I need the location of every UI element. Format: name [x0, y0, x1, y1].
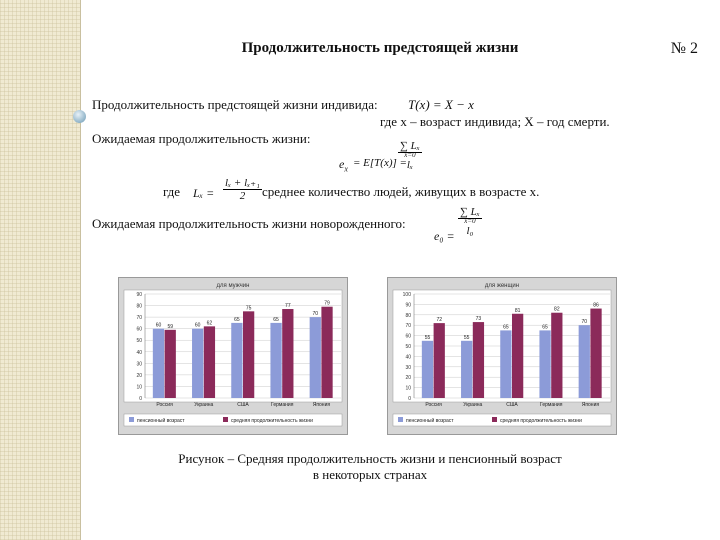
bar-retirement-age: [310, 317, 321, 398]
text-line-2: Ожидаемая продолжительность жизни:: [92, 131, 311, 146]
bar-retirement-age: [500, 330, 511, 398]
x-tick-label: США: [506, 402, 518, 408]
text-line-1: Продолжительность предстоящей жизни индивида:: [92, 97, 378, 112]
chart-title: для женщин: [484, 283, 520, 289]
data-label: 55: [463, 334, 470, 341]
y-tick-label: 60: [405, 333, 411, 340]
data-label: 62: [206, 320, 213, 327]
y-tick-label: 0: [408, 396, 411, 402]
x-tick-label: Япония: [581, 402, 600, 408]
y-tick-label: 70: [136, 315, 142, 322]
formula-2-numerator: ∑ Lₓ: [400, 140, 420, 152]
y-tick-label: 50: [136, 338, 142, 345]
figure-caption-line-1: Рисунок – Средняя продолжительность жизни и пенсионный возраст: [178, 451, 562, 466]
data-label: 60: [155, 322, 162, 329]
bar-retirement-age: [539, 330, 550, 398]
bar-retirement-age: [579, 325, 590, 398]
y-tick-label: 10: [136, 384, 142, 391]
chart-women-svg: [388, 278, 616, 434]
data-label: 81: [514, 307, 521, 314]
legend-label: пенсионный возраст: [406, 418, 454, 424]
data-label: 65: [273, 316, 279, 323]
bar-life-expectancy: [512, 314, 523, 398]
legend-swatch: [398, 417, 403, 422]
data-label: 82: [554, 306, 560, 313]
legend-label: пенсионный возраст: [137, 418, 185, 424]
data-label: 55: [424, 334, 431, 341]
y-tick-label: 30: [405, 364, 411, 371]
bar-life-expectancy: [473, 322, 484, 398]
chart-men: [118, 277, 348, 435]
bar-life-expectancy: [243, 311, 254, 398]
data-label: 72: [436, 317, 443, 324]
bar-life-expectancy: [282, 309, 293, 398]
bar-retirement-age: [422, 341, 433, 398]
data-label: 65: [503, 324, 509, 331]
formula-2-limit: x=0: [404, 151, 416, 159]
bar-retirement-age: [461, 341, 472, 398]
x-tick-label: США: [237, 402, 249, 408]
formula-4-denominator: l₀: [466, 225, 474, 237]
data-label: 75: [245, 305, 252, 312]
data-label: 73: [475, 316, 482, 323]
text-where-desc: среднее количество людей, живущих в возрасте x.: [262, 184, 540, 199]
legend-swatch: [492, 417, 497, 422]
legend-label: средняя продолжительность жизни: [500, 418, 582, 424]
y-tick-label: 70: [405, 323, 411, 330]
text-where: где: [163, 184, 181, 199]
data-label: 77: [285, 303, 291, 310]
y-tick-label: 80: [136, 303, 142, 310]
legend-label: средняя продолжительность жизни: [231, 418, 313, 424]
data-label: 65: [542, 324, 548, 331]
y-tick-label: 90: [136, 292, 142, 298]
bar-life-expectancy: [434, 323, 445, 398]
legend-swatch: [129, 417, 134, 422]
y-tick-label: 40: [405, 354, 411, 361]
formula-4-numerator: ∑ Lₓ: [460, 206, 480, 218]
x-tick-label: Россия: [425, 402, 442, 408]
bar-retirement-age: [192, 329, 203, 398]
y-tick-label: 100: [402, 292, 411, 298]
chart-men-svg: [119, 278, 347, 434]
formula-3-fraction: [223, 176, 262, 202]
formula-2-denominator: lₓ: [406, 159, 414, 171]
bar-life-expectancy: [551, 313, 562, 398]
bar-life-expectancy: [204, 326, 215, 398]
y-tick-label: 80: [405, 312, 411, 319]
formula-3-numerator: lₓ + lₓ₊₁: [225, 177, 260, 189]
y-tick-label: 50: [405, 344, 411, 350]
decorative-side-band: [0, 0, 80, 540]
bar-retirement-age: [270, 323, 281, 398]
formula-4-fraction: [458, 206, 482, 237]
bar-retirement-age: [153, 329, 164, 398]
formula-1: T(x) = X − x: [408, 97, 474, 112]
slide-title: Продолжительность предстоящей жизни: [241, 40, 519, 56]
side-divider: [80, 0, 81, 540]
data-label: 60: [194, 322, 201, 329]
y-tick-label: 30: [136, 361, 142, 368]
data-label: 79: [324, 300, 330, 307]
legend-swatch: [223, 417, 228, 422]
y-tick-label: 60: [136, 326, 142, 333]
bullet-icon: [73, 110, 86, 123]
x-tick-label: Украина: [463, 402, 483, 408]
formula-4-left: e₀ =: [434, 229, 455, 243]
x-tick-label: Германия: [539, 402, 563, 408]
y-tick-label: 20: [405, 375, 411, 382]
text-line-1b: где x – возраст индивида; X – год смерти.: [380, 114, 610, 129]
data-label: 86: [593, 302, 599, 309]
chart-title: для мужчин: [216, 283, 250, 289]
formula-2-mid: = E[T(x)] =: [353, 157, 407, 169]
chart-women: [387, 277, 617, 435]
data-label: 70: [312, 311, 319, 318]
data-label: 70: [581, 319, 588, 326]
x-tick-label: Россия: [156, 402, 173, 408]
bar-retirement-age: [231, 323, 242, 398]
y-tick-label: 90: [405, 302, 411, 309]
formula-2-fraction: [398, 140, 422, 171]
formula-2-e: $e_x$: [339, 157, 348, 174]
data-label: 65: [234, 316, 240, 323]
y-tick-label: 40: [136, 349, 142, 356]
x-tick-label: Украина: [194, 402, 214, 408]
y-tick-label: 10: [405, 385, 411, 392]
y-tick-label: 20: [136, 372, 142, 379]
bar-life-expectancy: [321, 307, 332, 398]
slide-number: № 2: [670, 40, 698, 57]
bar-life-expectancy: [165, 330, 176, 398]
y-tick-label: 0: [139, 396, 142, 402]
formula-3-denominator: 2: [239, 190, 246, 202]
formula-4-limit: x=0: [464, 217, 476, 225]
data-label: 59: [167, 323, 174, 330]
x-tick-label: Япония: [312, 402, 331, 408]
formula-3-left: Lₓ =: [193, 186, 215, 200]
text-line-3: Ожидаемая продолжительность жизни новорожденного:: [92, 216, 406, 231]
x-tick-label: Германия: [270, 402, 294, 408]
bar-life-expectancy: [590, 309, 601, 398]
figure-caption-line-2: в некоторых странах: [312, 467, 428, 482]
